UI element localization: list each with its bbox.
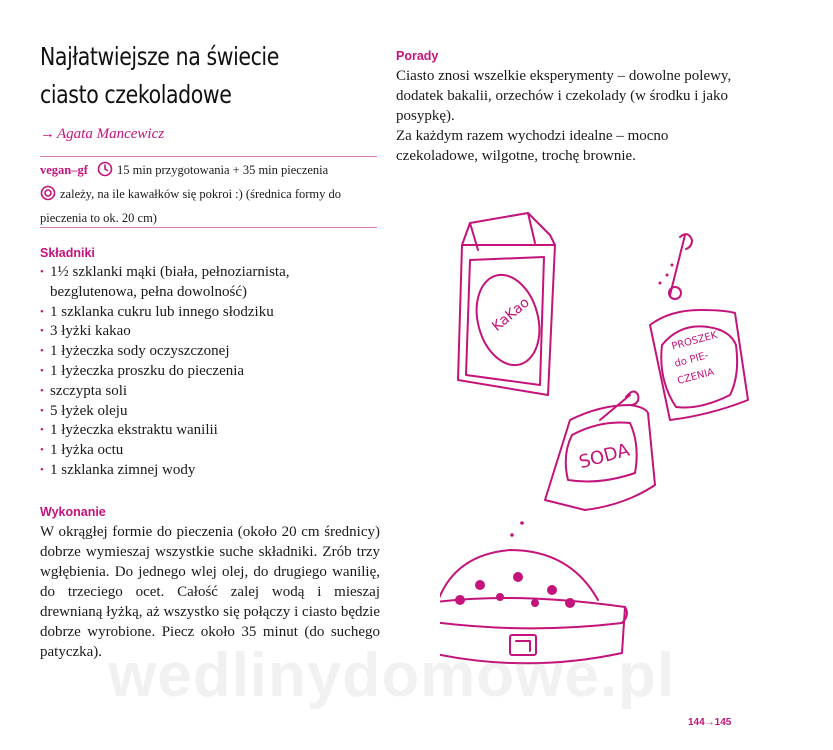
proszek-label-1: PROSZEK (670, 329, 719, 353)
ingredients-list (40, 263, 380, 481)
ingredient-item: • 1 łyżeczka sody oczyszczonej (40, 342, 380, 362)
ingredient-item-continuation: bezglutenowa, pełna dowolność) (50, 283, 248, 300)
soda-label: SODA (576, 439, 632, 474)
ingredient-item: • 1 szklanka cukru lub innego słodziku (40, 303, 380, 323)
baking-powder-icon (650, 234, 748, 420)
clock-icon (97, 161, 113, 184)
cocoa-box-icon (458, 213, 555, 395)
servings-text: zależy, na ile kawałków się pokroi :) (średnica formy do pieczenia to ok. 20 cm) (40, 187, 342, 225)
ingredient-item: • 1 łyżeczka ekstraktu wanilii (40, 421, 380, 441)
prep-time: 15 min przygotowania + 35 min pieczenia (117, 163, 329, 177)
recipe-title (40, 38, 311, 114)
tips-text (396, 66, 736, 166)
servings-icon (40, 185, 56, 208)
ingredient-item: • 1½ szklanki mąki (biała, pełnoziarnista, (40, 263, 380, 283)
watermark: wedlinydomowe.pl (108, 641, 676, 710)
ingredient-item: • 1 łyżeczka proszku do pieczenia (40, 362, 380, 382)
proszek-label-2: do PIE- (673, 350, 710, 370)
page-numbers: 144→145 (688, 717, 732, 728)
ingredient-item: • 1 szklanka zimnej wody (40, 461, 380, 481)
meta-divider-bottom (40, 227, 377, 228)
ingredient-item: • 3 łyżki kakao (40, 322, 380, 342)
tips-paragraph-1: Ciasto znosi wszelkie eksperymenty – dowolne polewy, dodatek bakalii, orzechów i czekolady (w środku i jako posypkę). (396, 68, 732, 124)
author-name: Agata Mancewicz (57, 126, 165, 142)
ingredient-item: • 1 łyżka octu (40, 441, 380, 461)
tips-heading: Porady (396, 49, 439, 63)
recipe-title-line-1: Najłatwiejsze na świecie (40, 42, 279, 71)
meta-divider-top (40, 156, 377, 157)
baking-illustration (440, 205, 760, 675)
ingredient-item: • szczypta soli (40, 382, 380, 402)
author-byline (40, 126, 164, 143)
tips-paragraph-2: Za każdym razem wychodzi idealne – mocno czekoladowe, wilgotne, trochę brownie. (396, 128, 669, 164)
method-heading: Wykonanie (40, 505, 106, 519)
proszek-label-3: CZENIA (676, 366, 716, 388)
kakao-label: KaKao (489, 294, 533, 335)
diet-tag: vegan–gf (40, 163, 88, 177)
recipe-meta (40, 160, 375, 229)
ingredients-heading: Składniki (40, 246, 95, 260)
method-text: W okrągłej formie do pieczenia (około 20 cm średnicy) dobrze wymieszaj wszystkie suche składniki. Zrób trzy wgłębienia. Do jednego wlej olej, do drugiego wanilię, do trzeciego ocet. Całość zalej wodą i mieszaj drewnianą łyżką, aż wszystko się połączy i ciasto będzie dobrze wyrobione. Piecz około 35 minut (do suchego patyczka). (40, 524, 380, 660)
ingredient-item: • 5 łyżek oleju (40, 402, 380, 422)
author-arrow: → (40, 126, 55, 142)
recipe-title-line-2: ciasto czekoladowe (40, 80, 232, 109)
